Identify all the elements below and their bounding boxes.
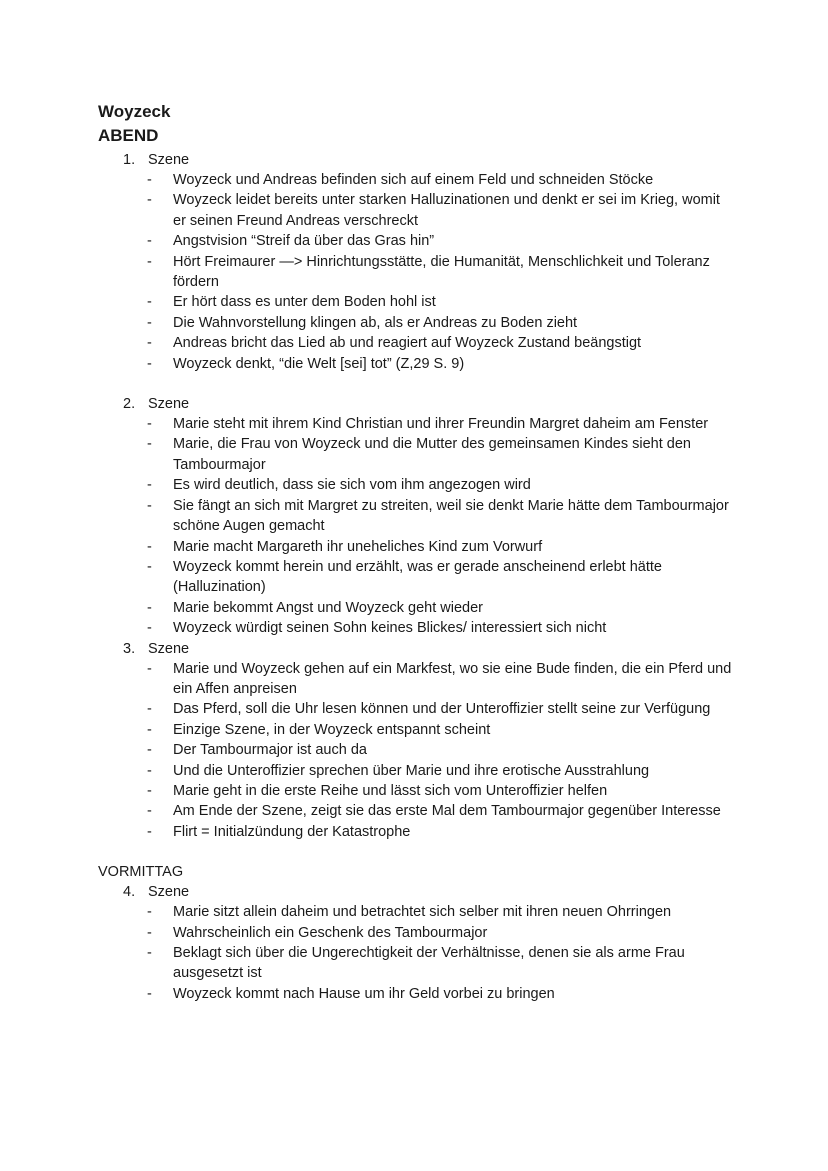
scene-heading xyxy=(98,639,738,659)
scene-1 xyxy=(98,150,738,374)
list-item: - Woyzeck leidet bereits unter starken Halluzinationen und denkt er sei im Krieg, womit er seinen Freund Andreas verschreckt xyxy=(147,192,720,229)
spacer xyxy=(98,842,738,862)
bullet-dash: - xyxy=(147,904,152,921)
list-item: - Einzige Szene, in der Woyzeck entspannt scheint xyxy=(98,720,733,740)
scene-number: 1. xyxy=(123,152,136,168)
bullet-dash: - xyxy=(147,477,152,494)
list-item: - Die Wahnvorstellung klingen ab, als er Andreas zu Boden zieht xyxy=(98,313,733,333)
list-item: - Am Ende der Szene, zeigt sie das erste Mal dem Tambourmajor gegenüber Interesse xyxy=(98,801,733,821)
bullet-dash: - xyxy=(147,436,152,453)
scene-number: 2. xyxy=(123,396,136,413)
section-heading-abend: ABEND xyxy=(98,126,159,145)
bullet-dash: - xyxy=(147,233,152,250)
bullet-dash: - xyxy=(147,253,152,270)
bullet-list xyxy=(98,659,738,843)
bullet-dash: - xyxy=(147,335,152,352)
list-item: - Das Pferd, soll die Uhr lesen können und der Unteroffizier stellt seine zur Verfügung xyxy=(98,699,733,719)
list-item: - Marie und Woyzeck gehen auf ein Markfest, wo sie eine Bude finden, die ein Pferd und ein Affen anpreisen xyxy=(147,660,732,697)
bullet-dash: - xyxy=(147,782,152,799)
list-item: - Der Tambourmajor ist auch da xyxy=(98,740,733,760)
list-item: - Marie macht Margareth ihr uneheliches Kind zum Vorwurf xyxy=(98,537,733,557)
scene-number: 3. xyxy=(123,640,136,657)
scene-3 xyxy=(98,639,738,843)
list-item: - Hört Freimaurer —> Hinrichtungsstätte, die Humanität, Menschlichkeit und Toleranz fördern xyxy=(147,253,710,291)
bullet-list xyxy=(98,414,738,638)
list-item: - Es wird deutlich, dass sie sich vom ihm angezogen wird xyxy=(98,475,733,495)
scene-2 xyxy=(98,394,738,638)
bullet-list xyxy=(98,170,738,374)
list-item: - Angstvision “Streif da über das Gras hin” xyxy=(98,231,733,251)
list-item: - Marie bekommt Angst und Woyzeck geht wieder xyxy=(98,598,733,618)
list-item: - Marie geht in die erste Reihe und lässt sich vom Unteroffizier helfen xyxy=(98,781,733,801)
spacer xyxy=(98,374,738,394)
scene-label: Szene xyxy=(148,640,190,657)
list-item: - Marie steht mit ihrem Kind Christian und ihrer Freundin Margret daheim am Fenster xyxy=(98,414,733,434)
list-item: - Marie, die Frau von Woyzeck und die Mutter des gemeinsamen Kindes sieht den Tambourmajor xyxy=(147,436,691,473)
bullet-dash: - xyxy=(147,620,152,637)
section-heading-vormittag: VORMITTAG xyxy=(98,864,184,881)
bullet-dash: - xyxy=(147,599,152,616)
bullet-dash: - xyxy=(147,985,152,1002)
bullet-dash: - xyxy=(147,558,152,575)
bullet-dash: - xyxy=(147,355,152,372)
list-item: - Flirt = Initialzündung der Katastrophe xyxy=(98,822,733,842)
list-item: - Beklagt sich über die Ungerechtigkeit der Verhältnisse, denen sie als arme Frau ausgesetzt ist xyxy=(147,945,685,982)
bullet-dash: - xyxy=(147,497,152,514)
document-title: Woyzeck xyxy=(98,102,171,121)
bullet-dash: - xyxy=(147,924,152,941)
scene-heading xyxy=(98,150,738,170)
bullet-dash: - xyxy=(147,314,152,331)
list-item: - Sie fängt an sich mit Margret zu streiten, weil sie denkt Marie hätte dem Tambourmajor schöne Augen gemacht xyxy=(147,497,729,535)
bullet-dash: - xyxy=(147,294,152,311)
bullet-dash: - xyxy=(147,823,152,840)
document-page xyxy=(98,100,738,1004)
bullet-dash: - xyxy=(147,701,152,718)
list-item: - Er hört dass es unter dem Boden hohl ist xyxy=(98,292,733,312)
scene-label: Szene xyxy=(148,884,190,901)
list-item: - Wahrscheinlich ein Geschenk des Tambourmajor xyxy=(98,923,733,943)
list-item: - Woyzeck kommt herein und erzählt, was er gerade anscheinend erlebt hätte (Halluzination) xyxy=(147,558,662,596)
list-item: - Woyzeck denkt, “die Welt [sei] tot” (Z,29 S. 9) xyxy=(98,354,733,374)
bullet-dash: - xyxy=(147,172,152,188)
list-item: - Andreas bricht das Lied ab und reagiert auf Woyzeck Zustand beängstigt xyxy=(98,333,733,353)
bullet-dash: - xyxy=(147,945,152,961)
list-item: - Woyzeck kommt nach Hause um ihr Geld vorbei zu bringen xyxy=(98,984,733,1004)
scene-heading xyxy=(98,882,738,902)
bullet-dash: - xyxy=(147,192,152,209)
bullet-dash: - xyxy=(147,416,152,433)
bullet-dash: - xyxy=(147,538,152,555)
list-item: - Woyzeck würdigt seinen Sohn keines Blickes/ interessiert sich nicht xyxy=(98,618,733,638)
list-item: - Und die Unteroffizier sprechen über Marie und ihre erotische Ausstrahlung xyxy=(98,761,733,781)
scene-label: Szene xyxy=(148,152,190,168)
bullet-dash: - xyxy=(147,721,152,738)
list-item: - Marie sitzt allein daheim und betrachtet sich selber mit ihren neuen Ohrringen xyxy=(98,902,733,922)
bullet-dash: - xyxy=(147,660,152,677)
bullet-dash: - xyxy=(147,762,152,779)
bullet-list xyxy=(98,902,738,1004)
scene-4 xyxy=(98,882,738,1004)
list-item: - Woyzeck und Andreas befinden sich auf einem Feld und schneiden Stöcke xyxy=(98,170,733,190)
scene-label: Szene xyxy=(148,396,190,413)
bullet-dash: - xyxy=(147,803,152,820)
bullet-dash: - xyxy=(147,742,152,759)
scene-heading xyxy=(98,394,738,414)
scene-number: 4. xyxy=(123,884,136,901)
